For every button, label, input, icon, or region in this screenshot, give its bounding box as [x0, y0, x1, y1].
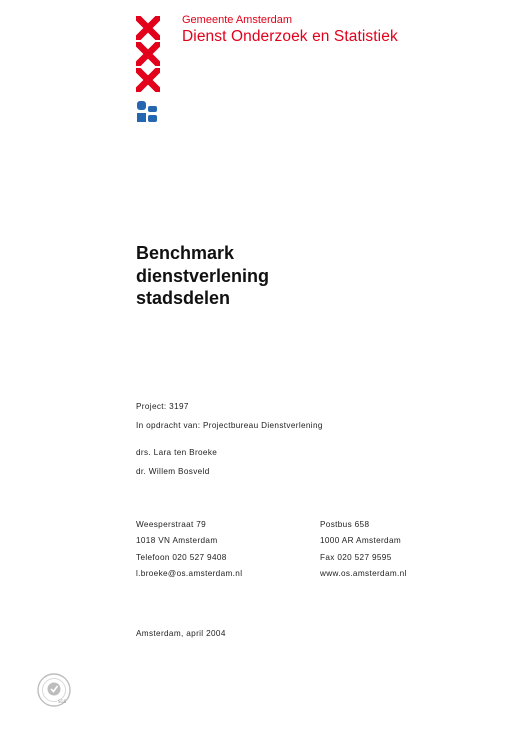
postal-city: 1018 VN Amsterdam	[136, 536, 218, 546]
fax: Fax 020 527 9595	[320, 552, 392, 562]
municipality-name: Gemeente Amsterdam	[182, 14, 293, 26]
po-box: Postbus 658	[320, 520, 370, 529]
logo-text	[182, 14, 398, 46]
svg-text:SGS: SGS	[58, 699, 67, 704]
project-info	[136, 401, 323, 438]
email: l.broeke@os.amsterdam.nl	[136, 568, 243, 578]
title-line-2: dienstverlening	[136, 265, 270, 286]
street-address: Weesperstraat 79	[136, 520, 207, 529]
date-line: Amsterdam, april 2004	[136, 629, 226, 638]
amsterdam-crosses-icon	[136, 16, 160, 94]
telephone: Telefoon 020 527 9408	[136, 552, 227, 562]
author: dr. Willem Bosveld	[136, 466, 210, 476]
po-box-city: 1000 AR Amsterdam	[320, 536, 402, 546]
report-title	[136, 242, 269, 310]
title-line-3: stadsdelen	[136, 288, 231, 308]
website: www.os.amsterdam.nl	[320, 568, 407, 578]
contact-left	[136, 519, 242, 584]
project-number: Project: 3197	[136, 402, 189, 411]
title-line-1: Benchmark	[136, 243, 235, 263]
department-name: Dienst Onderzoek en Statistiek	[182, 28, 398, 45]
project-client: In opdracht van: Projectbureau Dienstverlening	[136, 420, 323, 430]
os-logo-icon	[137, 101, 159, 128]
sgs-certification-seal-icon	[36, 672, 72, 713]
author: drs. Lara ten Broeke	[136, 448, 218, 457]
contact-right	[320, 519, 407, 584]
authors	[136, 447, 217, 484]
